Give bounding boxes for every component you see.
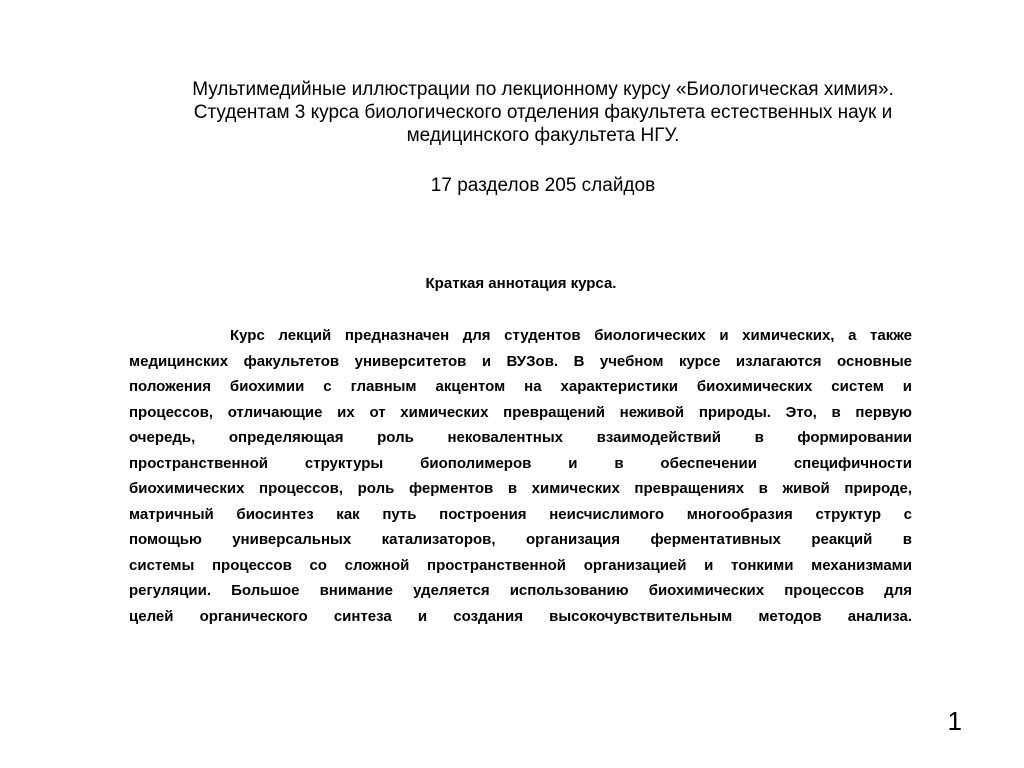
annotation-body (129, 323, 912, 629)
annotation-line: регуляции. Большое внимание уделяется использованию биохимических процессов для (129, 582, 912, 599)
annotation-line: положения биохимии с главным акцентом на характеристики биохимических систем и (129, 378, 912, 395)
slide-header (0, 78, 1024, 147)
header-line-1: Мультимедийные иллюстрации по лекционному курсу «Биологическая химия». (192, 79, 894, 100)
header-line-3: медицинского факультета НГУ. (406, 125, 680, 146)
annotation-line: системы процессов со сложной пространственной организацией и тонкими механизмами (129, 556, 912, 574)
page-number: 1 (947, 706, 962, 736)
annotation-line: процессов, отличающие их от химических превращений неживой природы. Это, в первую (129, 403, 912, 421)
annotation-line: Курс лекций предназначен для студентов биологических и химических, а также (230, 327, 912, 344)
annotation-line: помощью универсальных катализаторов, организация ферментативных реакций в (129, 531, 912, 548)
annotation-line: медицинских факультетов университетов и ВУЗов. В учебном курсе излагаются основные (129, 352, 912, 370)
annotation-line: биохимических процессов, роль ферментов в химических превращениях в живой природе, (129, 480, 912, 497)
annotation-line: целей органического синтеза и создания высокочувствительным методов анализа. (129, 607, 912, 625)
annotation-line: матричный биосинтез как путь построения неисчислимого многообразия структур с (129, 505, 912, 523)
annotation-title: Краткая аннотация курса. (425, 275, 617, 292)
slide-count: 17 разделов 205 слайдов (430, 175, 656, 196)
annotation-line: очередь, определяющая роль нековалентных взаимодействий в формировании (129, 429, 912, 446)
header-line-2: Студентам 3 курса биологического отделения факультета естественных наук и (193, 102, 893, 123)
annotation-line: пространственной структуры биополимеров и в обеспечении специфичности (129, 454, 912, 472)
